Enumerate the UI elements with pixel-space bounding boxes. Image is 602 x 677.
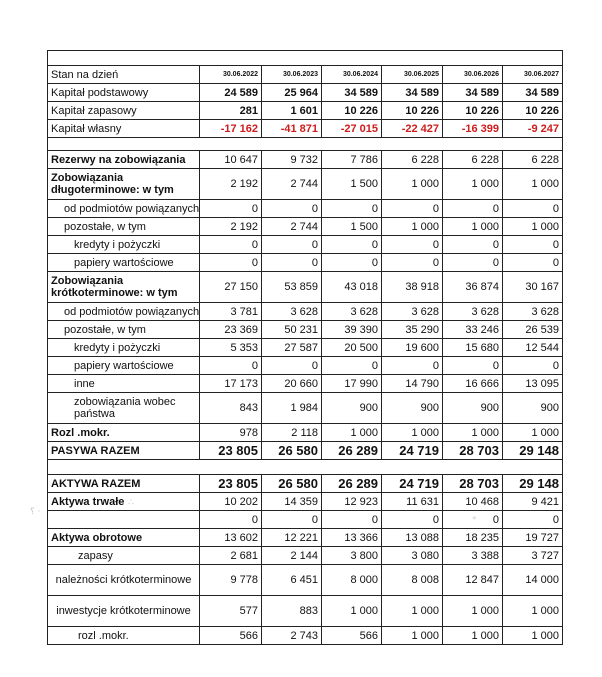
row-label: zapasy [48,547,200,565]
value-cell: 3 628 [262,303,322,321]
table-row [48,236,563,254]
value-cell: 2 743 [262,627,322,645]
row-label: Kapitał podstawowy [48,84,200,102]
row-label: kredyty i pożyczki [48,339,200,357]
negative-value-cell: -17 162 [200,120,262,138]
section-spacer [48,138,563,151]
value-cell: 0 [322,357,382,375]
row-label: AKTYWA RAZEM [48,475,200,493]
value-cell: 2 744 [262,169,322,200]
negative-value-cell: -27 015 [322,120,382,138]
row-label: PASYWA RAZEM [48,442,200,460]
value-cell: 1 000 [382,218,443,236]
table-row [48,200,563,218]
value-cell: 34 589 [322,84,382,102]
value-cell: 12 847 [443,565,503,596]
table-row [48,102,563,120]
row-label: od podmiotów powiązanych [48,200,200,218]
total-cell: 29 148 [503,475,563,493]
row-label: Zobowiązania krótkoterminowe: w tym [48,272,200,303]
value-cell: 1 500 [322,218,382,236]
table-row [48,529,563,547]
value-cell: 2 118 [262,424,322,442]
value-cell: 0 [200,254,262,272]
value-cell: 0 [262,236,322,254]
row-label: Aktywa obrotowe [48,529,200,547]
value-cell: 0 [382,236,443,254]
total-cell: 24 719 [382,442,443,460]
value-cell: 16 666 [443,375,503,393]
value-cell: 0 [443,254,503,272]
value-cell: 17 990 [322,375,382,393]
row-label: Rozl .mokr. [48,424,200,442]
value-cell: 0 [322,200,382,218]
value-cell: 30 167 [503,272,563,303]
negative-value-cell: -16 399 [443,120,503,138]
date-header-row [48,66,563,84]
total-cell: 26 580 [262,475,322,493]
table-row [48,393,563,424]
value-cell: 1 000 [503,218,563,236]
value-cell: 38 918 [382,272,443,303]
value-cell: 0 [503,200,563,218]
value-cell: 0 [262,254,322,272]
row-label: inwestycje krótkoterminowe [48,596,200,627]
date-cell: 30.06.2026 [443,66,503,84]
value-cell: 1 000 [443,424,503,442]
date-cell: 30.06.2027 [503,66,563,84]
value-cell: 978 [200,424,262,442]
value-cell: 0 [200,200,262,218]
value-cell: 1 000 [382,596,443,627]
value-cell: 0 [322,254,382,272]
value-cell: 1 000 [382,424,443,442]
table-row [48,375,563,393]
value-cell: 1 000 [503,169,563,200]
value-cell: 0 [443,357,503,375]
value-cell: 27 150 [200,272,262,303]
value-cell: 0 [443,200,503,218]
scan-smudge: ° [472,516,477,526]
value-cell: 0 [200,511,262,529]
scan-smudge: ⸮ · [30,507,41,517]
value-cell: 26 539 [503,321,563,339]
value-cell: 2 192 [200,218,262,236]
value-cell: 34 589 [382,84,443,102]
value-cell: 1 500 [322,169,382,200]
section-spacer [48,460,563,475]
value-cell: 0 [262,357,322,375]
value-cell: 35 290 [382,321,443,339]
table-row [48,272,563,303]
value-cell: 0 [322,236,382,254]
total-row [48,475,563,493]
table-row [48,218,563,236]
value-cell: 0 [262,511,322,529]
value-cell: 18 235 [443,529,503,547]
value-cell: 0 [503,511,563,529]
negative-value-cell: -41 871 [262,120,322,138]
value-cell: 0 [443,511,503,529]
value-cell: 1 601 [262,102,322,120]
total-cell: 26 580 [262,442,322,460]
value-cell: 17 173 [200,375,262,393]
value-cell: 900 [382,393,443,424]
financial-table [47,50,563,645]
value-cell: 12 544 [503,339,563,357]
value-cell: 566 [200,627,262,645]
value-cell: 2 681 [200,547,262,565]
value-cell: 10 226 [322,102,382,120]
value-cell: 20 660 [262,375,322,393]
total-cell: 23 805 [200,442,262,460]
row-label: Zobowiązania długoterminowe: w tym [48,169,200,200]
table-row [48,84,563,102]
value-cell: 1 000 [382,627,443,645]
value-cell: 6 228 [382,151,443,169]
table-row [48,303,563,321]
value-cell: 23 369 [200,321,262,339]
value-cell: 3 781 [200,303,262,321]
value-cell: 3 800 [322,547,382,565]
row-label: pozostałe, w tym [48,321,200,339]
total-cell: 26 289 [322,442,382,460]
row-label: Aktywa trwałe [48,493,200,511]
table-row [48,565,563,596]
total-cell: 29 148 [503,442,563,460]
value-cell: 12 221 [262,529,322,547]
value-cell: 39 390 [322,321,382,339]
row-label: papiery wartościowe [48,254,200,272]
value-cell: 0 [503,254,563,272]
value-cell: 0 [382,200,443,218]
value-cell: 2 744 [262,218,322,236]
table-row [48,120,563,138]
value-cell: 13 095 [503,375,563,393]
row-label: od podmiotów powiązanych [48,303,200,321]
total-cell: 24 719 [382,475,443,493]
value-cell: 27 587 [262,339,322,357]
value-cell: 0 [200,357,262,375]
value-cell: 1 000 [503,627,563,645]
total-cell: 28 703 [443,442,503,460]
value-cell: 8 008 [382,565,443,596]
value-cell: 24 589 [200,84,262,102]
value-cell: 1 000 [382,169,443,200]
date-cell: 30.06.2025 [382,66,443,84]
row-label: Rezerwy na zobowiązania [48,151,200,169]
total-cell: 28 703 [443,475,503,493]
value-cell: 1 000 [322,596,382,627]
value-cell: 10 647 [200,151,262,169]
value-cell: 3 628 [322,303,382,321]
value-cell: 3 727 [503,547,563,565]
value-cell: 53 859 [262,272,322,303]
value-cell: 566 [322,627,382,645]
table-row [48,357,563,375]
value-cell: 3 628 [503,303,563,321]
value-cell: 3 628 [382,303,443,321]
value-cell: 36 874 [443,272,503,303]
value-cell: 6 228 [443,151,503,169]
value-cell: 0 [322,511,382,529]
value-cell: 25 964 [262,84,322,102]
value-cell: 10 202 [200,493,262,511]
row-label: należności krótkoterminowe [48,565,200,596]
value-cell: 1 000 [443,218,503,236]
value-cell: 0 [503,236,563,254]
date-cell: 30.06.2024 [322,66,382,84]
row-label [48,511,200,529]
value-cell: 8 000 [322,565,382,596]
value-cell: 0 [262,200,322,218]
table-row [48,339,563,357]
negative-value-cell: -22 427 [382,120,443,138]
value-cell: 2 192 [200,169,262,200]
row-label: pozostałe, w tym [48,218,200,236]
value-cell: 34 589 [443,84,503,102]
date-cell: 30.06.2023 [262,66,322,84]
table-row [48,424,563,442]
value-cell: 34 589 [503,84,563,102]
value-cell: 1 000 [443,596,503,627]
table-row [48,493,563,511]
value-cell: 33 246 [443,321,503,339]
value-cell: 6 451 [262,565,322,596]
value-cell: 43 018 [322,272,382,303]
value-cell: 10 468 [443,493,503,511]
value-cell: 900 [322,393,382,424]
scan-smudge: ∴ [128,498,134,508]
table-row [48,627,563,645]
value-cell: 2 144 [262,547,322,565]
value-cell: 1 000 [322,424,382,442]
value-cell: 13 602 [200,529,262,547]
value-cell: 843 [200,393,262,424]
value-cell: 7 786 [322,151,382,169]
total-row [48,442,563,460]
row-label: rozl .mokr. [48,627,200,645]
row-label: zobowiązania wobec państwa [48,393,200,424]
value-cell: 0 [443,236,503,254]
table-row [48,596,563,627]
negative-value-cell: -9 247 [503,120,563,138]
value-cell: 19 600 [382,339,443,357]
value-cell: 900 [443,393,503,424]
row-label: papiery wartościowe [48,357,200,375]
value-cell: 281 [200,102,262,120]
value-cell: 10 226 [503,102,563,120]
value-cell: 14 000 [503,565,563,596]
value-cell: 13 088 [382,529,443,547]
value-cell: 0 [382,357,443,375]
table-top-spacer [48,51,563,66]
value-cell: 50 231 [262,321,322,339]
value-cell: 10 226 [443,102,503,120]
value-cell: 9 421 [503,493,563,511]
value-cell: 0 [382,254,443,272]
value-cell: 9 732 [262,151,322,169]
table-row [48,547,563,565]
row-label: Kapitał własny [48,120,200,138]
value-cell: 0 [503,357,563,375]
value-cell: 13 366 [322,529,382,547]
value-cell: 1 000 [443,169,503,200]
table-row [48,169,563,200]
total-cell: 23 805 [200,475,262,493]
value-cell: 3 080 [382,547,443,565]
value-cell: 14 790 [382,375,443,393]
value-cell: 19 727 [503,529,563,547]
value-cell: 15 680 [443,339,503,357]
header-label: Stan na dzień [48,66,200,84]
value-cell: 3 628 [443,303,503,321]
value-cell: 12 923 [322,493,382,511]
value-cell: 883 [262,596,322,627]
value-cell: 0 [382,511,443,529]
table-row [48,151,563,169]
value-cell: 9 778 [200,565,262,596]
value-cell: 1 984 [262,393,322,424]
value-cell: 14 359 [262,493,322,511]
value-cell: 0 [200,236,262,254]
value-cell: 10 226 [382,102,443,120]
value-cell: 11 631 [382,493,443,511]
value-cell: 577 [200,596,262,627]
value-cell: 900 [503,393,563,424]
value-cell: 6 228 [503,151,563,169]
value-cell: 1 000 [503,424,563,442]
row-label: kredyty i pożyczki [48,236,200,254]
row-label: Kapitał zapasowy [48,102,200,120]
row-label: inne [48,375,200,393]
value-cell: 20 500 [322,339,382,357]
table-row [48,254,563,272]
value-cell: 5 353 [200,339,262,357]
value-cell: 1 000 [503,596,563,627]
value-cell: 1 000 [443,627,503,645]
total-cell: 26 289 [322,475,382,493]
date-cell: 30.06.2022 [200,66,262,84]
table-row [48,321,563,339]
value-cell: 3 388 [443,547,503,565]
table-row [48,511,563,529]
